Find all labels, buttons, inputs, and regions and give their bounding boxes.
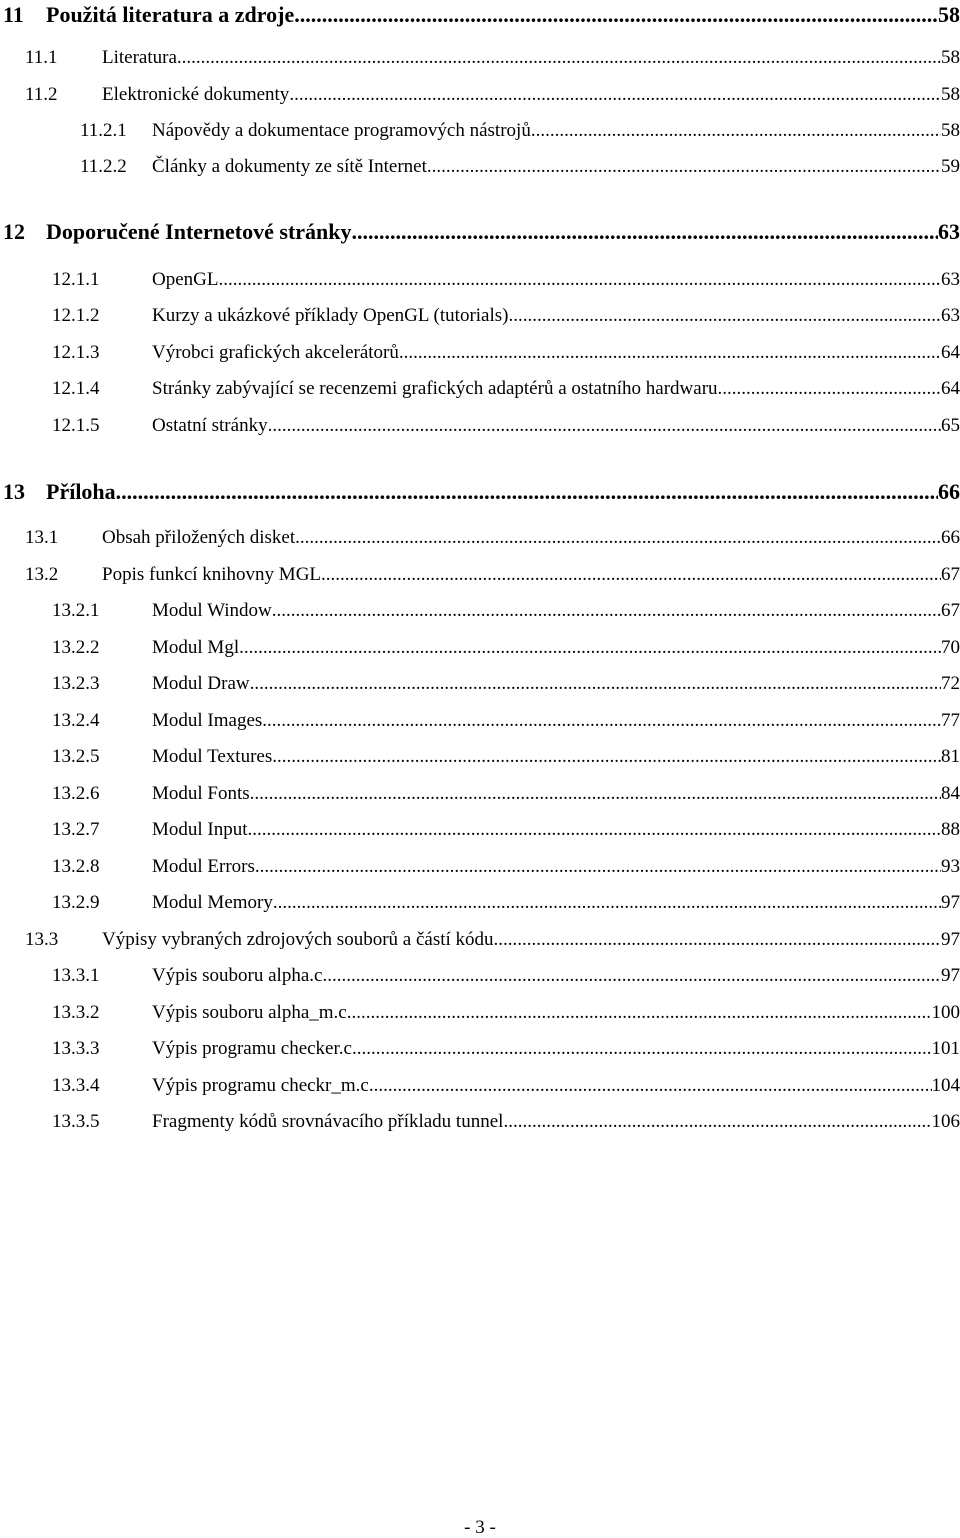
toc-entry-number: 13.2.1 [52, 600, 100, 621]
toc-entry-body [152, 711, 960, 730]
toc-entry-body [152, 1112, 960, 1131]
toc-entry-number: 13.3.4 [52, 1075, 100, 1096]
page-number: - 3 - [464, 1517, 496, 1538]
toc-entry-title: Modul Input [152, 819, 248, 840]
toc-entry-title: Doporučené Internetové stránky [46, 219, 352, 244]
toc-entry-number: 13.2.5 [52, 746, 100, 767]
toc-entry-number: 11.2.2 [80, 156, 127, 177]
toc-leader-dots [322, 966, 941, 985]
toc-entry-number: 12 [3, 219, 25, 244]
toc-entry-number: 13.3.3 [52, 1038, 100, 1059]
toc-entry-page: 63 [938, 219, 960, 244]
toc-entry-number: 12.1.1 [52, 269, 100, 290]
toc-entry-page: 88 [941, 819, 960, 840]
toc-entry-page: 66 [938, 479, 960, 504]
toc-entry-page: 63 [941, 305, 960, 326]
toc-entry-title: Použitá literatura a zdroje [46, 2, 295, 27]
toc-leader-dots [273, 893, 941, 912]
toc-leader-dots [427, 157, 941, 176]
toc-entry-body [152, 893, 960, 912]
toc-entry-body [102, 930, 960, 949]
toc-leader-dots [347, 1003, 932, 1022]
toc-entry-number: 11.2.1 [80, 120, 127, 141]
toc-leader-dots [177, 48, 941, 67]
toc-entry-body [152, 601, 960, 620]
toc-entry-body [152, 306, 960, 325]
toc-entry-page: 106 [931, 1111, 960, 1132]
toc-entry-title: Modul Fonts [152, 783, 250, 804]
toc-leader-dots [272, 747, 941, 766]
toc-leader-dots [272, 601, 941, 620]
toc-leader-dots [531, 121, 941, 140]
toc-leader-dots [294, 4, 938, 26]
toc-entry-title: Literatura [102, 47, 177, 68]
toc-entry-number: 12.1.5 [52, 415, 100, 436]
toc-entry-number: 11.2 [25, 84, 58, 105]
toc-entry-title: Nápovědy a dokumentace programových nástrojů [152, 120, 531, 141]
toc-entry-title: Výrobci grafických akcelerátorů [152, 342, 399, 363]
toc-entry-title: Modul Errors [152, 856, 255, 877]
toc-entry-body [152, 121, 960, 140]
toc-entry-title: Ostatní stránky [152, 415, 268, 436]
toc-entry-number: 12.1.2 [52, 305, 100, 326]
toc-entry-body [152, 784, 960, 803]
toc-entry-number: 11.1 [25, 47, 58, 68]
toc-entry-title: Stránky zabývající se recenzemi grafických adaptérů a ostatního hardwaru [152, 378, 718, 399]
toc-entry-body [102, 85, 960, 104]
toc-entry-page: 59 [941, 156, 960, 177]
toc-entry-body [152, 379, 960, 398]
toc-entry-title: Modul Images [152, 710, 263, 731]
toc-entry-body [46, 481, 960, 503]
toc-leader-dots [295, 528, 941, 547]
toc-leader-dots [352, 221, 938, 243]
toc-entry-page: 67 [941, 600, 960, 621]
toc-leader-dots [369, 1076, 932, 1095]
toc-entry-number: 13.2.4 [52, 710, 100, 731]
toc-entry-number: 13.3.2 [52, 1002, 100, 1023]
toc-leader-dots [262, 711, 941, 730]
toc-entry-page: 58 [941, 47, 960, 68]
toc-leader-dots [250, 674, 941, 693]
toc-entry-page: 97 [941, 892, 960, 913]
toc-entry-number: 11 [3, 2, 24, 27]
toc-leader-dots [289, 85, 941, 104]
toc-entry-title: Modul Mgl [152, 637, 240, 658]
toc-entry-number: 13.2.2 [52, 637, 100, 658]
toc-entry-page: 58 [941, 84, 960, 105]
toc-entry-title: Příloha [46, 479, 116, 504]
toc-entry-number: 13.3.5 [52, 1111, 100, 1132]
toc-entry-title: Popis funkcí knihovny MGL [102, 564, 322, 585]
toc-entry-title: Výpis souboru alpha.c [152, 965, 323, 986]
toc-entry-page: 64 [941, 378, 960, 399]
toc-entry-title: Fragmenty kódů srovnávacího příkladu tunnel [152, 1111, 504, 1132]
toc-entry-body [152, 157, 960, 176]
toc-entry-title: Obsah přiložených disket [102, 527, 296, 548]
toc-entry-page: 77 [941, 710, 960, 731]
toc-entry-number: 13.1 [25, 527, 59, 548]
toc-leader-dots [494, 930, 941, 949]
toc-entry-body [102, 48, 960, 67]
toc-entry-body [152, 747, 960, 766]
toc-entry-number: 13.3.1 [52, 965, 100, 986]
toc-leader-dots [718, 379, 941, 398]
toc-leader-dots [255, 857, 941, 876]
toc-leader-dots [250, 784, 941, 803]
toc-entry-page: 58 [941, 120, 960, 141]
toc-entry-body [152, 1039, 960, 1058]
toc-entry-number: 13.2.8 [52, 856, 100, 877]
toc-entry-page: 58 [938, 2, 960, 27]
toc-entry-body [152, 270, 960, 289]
toc-entry-number: 13.3 [25, 929, 59, 950]
toc-entry-body [152, 857, 960, 876]
toc-leader-dots [218, 270, 941, 289]
toc-entry-page: 97 [941, 929, 960, 950]
toc-entry-title: Výpis programu checkr_m.c [152, 1075, 369, 1096]
toc-entry-page: 81 [941, 746, 960, 767]
toc-entry-body [102, 565, 960, 584]
toc-entry-title: Články a dokumenty ze sítě Internet [152, 156, 427, 177]
toc-entry-page: 66 [941, 527, 960, 548]
toc-entry-title: Výpis souboru alpha_m.c [152, 1002, 347, 1023]
toc-entry-body [152, 820, 960, 839]
toc-entry-number: 13.2 [25, 564, 59, 585]
toc-entry-body [46, 4, 960, 26]
toc-entry-body [152, 674, 960, 693]
toc-entry-body [152, 343, 960, 362]
toc-entry-title: Výpis programu checker.c [152, 1038, 352, 1059]
toc-entry-body [102, 528, 960, 547]
toc-entry-page: 67 [941, 564, 960, 585]
toc-entry-body [152, 1003, 960, 1022]
toc-entry-page: 100 [931, 1002, 960, 1023]
toc-entry-number: 13.2.9 [52, 892, 100, 913]
toc-entry-page: 97 [941, 965, 960, 986]
toc-entry-number: 13 [3, 479, 25, 504]
toc-entry-page: 101 [931, 1038, 960, 1059]
toc-entry-title: Výpisy vybraných zdrojových souborů a částí kódu [102, 929, 494, 950]
toc-entry-body [152, 638, 960, 657]
toc-entry-page: 64 [941, 342, 960, 363]
toc-entry-title: Modul Textures [152, 746, 273, 767]
toc-leader-dots [268, 416, 941, 435]
toc-leader-dots [352, 1039, 932, 1058]
toc-leader-dots [239, 638, 941, 657]
toc-entry-page: 84 [941, 783, 960, 804]
toc-entry-title: Elektronické dokumenty [102, 84, 290, 105]
toc-entry-page: 72 [941, 673, 960, 694]
toc-entry-page: 104 [931, 1075, 960, 1096]
toc-entry-number: 13.2.7 [52, 819, 100, 840]
toc-entry-page: 63 [941, 269, 960, 290]
toc-leader-dots [116, 481, 938, 503]
toc-entry-title: Modul Window [152, 600, 272, 621]
toc-entry-page: 70 [941, 637, 960, 658]
toc-entry-title: Modul Draw [152, 673, 250, 694]
toc-entry-number: 13.2.3 [52, 673, 100, 694]
toc-leader-dots [321, 565, 941, 584]
toc-leader-dots [399, 343, 941, 362]
toc-entry-number: 12.1.4 [52, 378, 100, 399]
toc-entry-body [152, 966, 960, 985]
toc-entry-title: Kurzy a ukázkové příklady OpenGL (tutorials) [152, 305, 509, 326]
toc-entry-title: OpenGL [152, 269, 219, 290]
toc-leader-dots [508, 306, 941, 325]
toc-entry-body [152, 1076, 960, 1095]
toc-entry-number: 13.2.6 [52, 783, 100, 804]
toc-entry-body [152, 416, 960, 435]
toc-leader-dots [248, 820, 941, 839]
toc-leader-dots [503, 1112, 931, 1131]
toc-entry-page: 93 [941, 856, 960, 877]
toc-entry-number: 12.1.3 [52, 342, 100, 363]
toc-entry-title: Modul Memory [152, 892, 273, 913]
toc-entry-page: 65 [941, 415, 960, 436]
toc-entry-body [46, 221, 960, 243]
